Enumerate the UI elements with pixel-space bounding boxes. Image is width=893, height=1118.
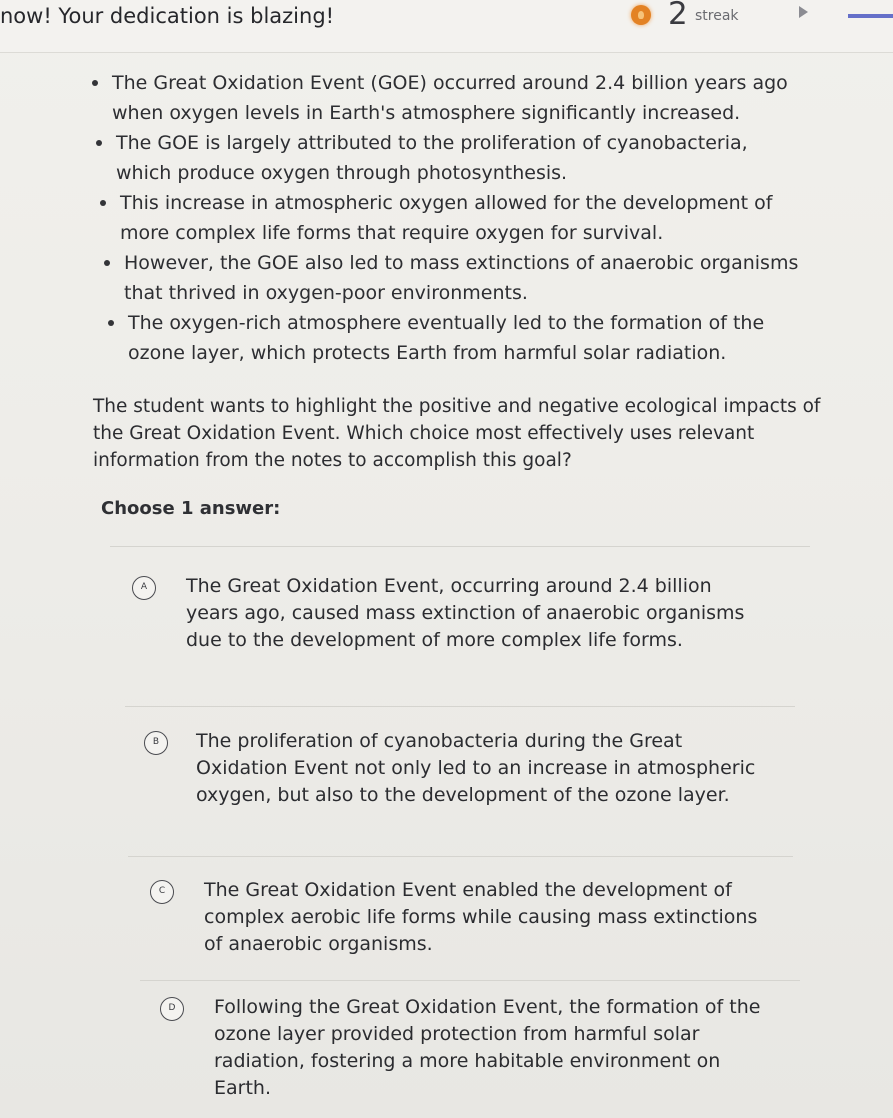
bullet-icon: [108, 320, 114, 326]
bullet-icon: [100, 200, 106, 206]
choice-letter-b: B: [144, 731, 168, 755]
answer-choice-a[interactable]: [132, 573, 745, 685]
progress-bar-fill: [848, 14, 893, 18]
choice-letter-d: D: [160, 997, 184, 1021]
note-item: [90, 68, 812, 128]
choice-text: Following the Great Oxidation Event, the formation of the ozone layer provided protection from harmful solar radiation, fostering a more habitable environment on Earth.: [214, 996, 761, 1099]
note-text: The oxygen-rich atmosphere eventually led to the formation of the ozone layer, which protects Earth from harmful solar radiation.: [128, 312, 765, 364]
answer-choice-d[interactable]: [160, 994, 760, 1104]
choice-letter-a: A: [132, 576, 156, 600]
choice-text: The Great Oxidation Event enabled the development of complex aerobic life forms while causing mass extinctions of anaerobic organisms.: [204, 879, 758, 955]
note-item: [106, 308, 798, 368]
note-item: [98, 188, 810, 248]
note-item: [94, 128, 786, 188]
choose-label: Choose 1 answer:: [101, 498, 281, 519]
note-item: [102, 248, 834, 308]
divider: [140, 980, 800, 981]
divider: [110, 546, 810, 547]
progress-bar: [848, 14, 893, 18]
top-bar: [0, 0, 893, 53]
streak-count: 2: [668, 0, 688, 32]
streak-banner-text: now! Your dedication is blazing!: [0, 4, 335, 28]
question-prompt: The student wants to highlight the positive and negative ecological impacts of the Great Oxidation Event. Which choice most effectively uses relevant information from the notes to accomplish this goal?: [93, 396, 821, 471]
streak-label: streak: [695, 8, 739, 24]
bullet-icon: [96, 140, 102, 146]
play-icon[interactable]: [799, 6, 808, 18]
bullet-icon: [104, 260, 110, 266]
answer-choice-c[interactable]: [150, 877, 758, 967]
note-text: However, the GOE also led to mass extinctions of anaerobic organisms that thrived in oxygen-poor environments.: [124, 252, 799, 304]
notes-list: [90, 68, 830, 368]
bullet-icon: [92, 80, 98, 86]
note-text: The Great Oxidation Event (GOE) occurred around 2.4 billion years ago when oxygen levels in Earth's atmosphere significantly increased.: [112, 72, 788, 124]
answer-choice-b[interactable]: [144, 728, 756, 840]
divider: [125, 706, 795, 707]
choice-text: The Great Oxidation Event, occurring around 2.4 billion years ago, caused mass extinction of anaerobic organisms due to the development of more complex life forms.: [186, 575, 745, 651]
choice-text: The proliferation of cyanobacteria during the Great Oxidation Event not only led to an increase in atmospheric oxygen, but also to the development of the ozone layer.: [196, 730, 756, 806]
note-text: This increase in atmospheric oxygen allowed for the development of more complex life forms that require oxygen for survival.: [120, 192, 773, 244]
note-text: The GOE is largely attributed to the proliferation of cyanobacteria, which produce oxygen through photosynthesis.: [116, 132, 748, 184]
choice-letter-c: C: [150, 880, 174, 904]
divider: [128, 856, 793, 857]
flame-icon: [631, 5, 651, 25]
